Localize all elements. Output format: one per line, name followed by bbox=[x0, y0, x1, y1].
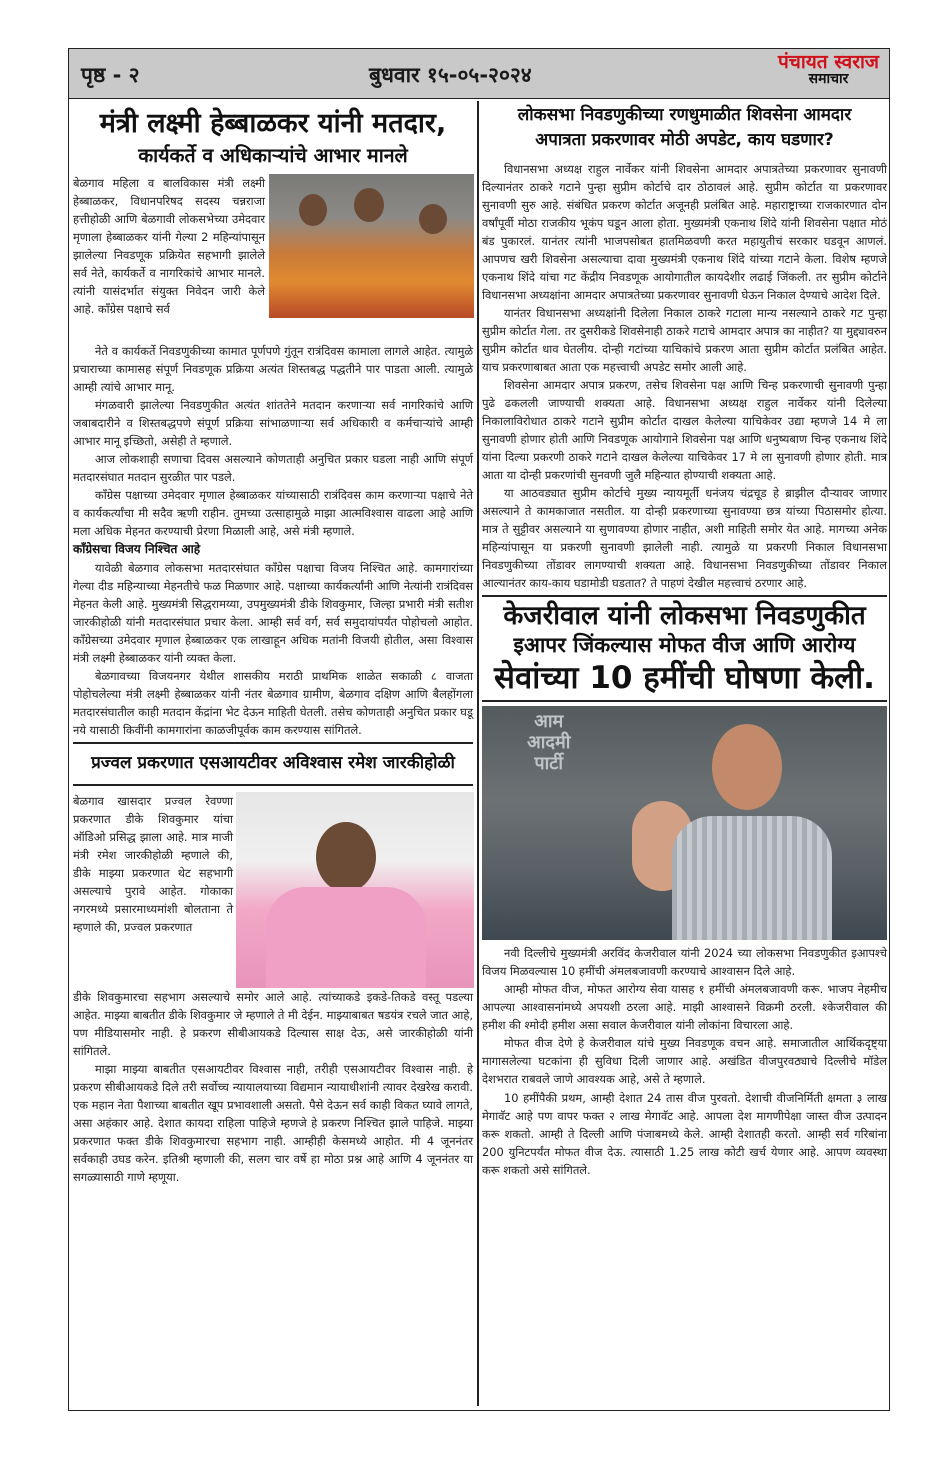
article1-para-4: काँग्रेस पक्षाच्या उमेदवार मृणाल हेब्बाळकर यांच्यासाठी रात्रंदिवस काम करणाऱ्या पक्षाचे नेते व कार्यकर्त्यांचा मी सदैव ऋणी राहीन. तुमच्या उत्साहामुळे माझा आत्मविश्वास वाढला आहे आणि मला अधिक मेहनत करण्याची प्रेरणा मिळाली आहे, असे मंत्री म्हणाले. bbox=[73, 488, 473, 539]
right-column bbox=[482, 101, 887, 1179]
article2-photo bbox=[236, 792, 474, 988]
left-column bbox=[73, 101, 473, 1186]
article3-para-3: शिवसेना आमदार अपात्र प्रकरण, तसेच शिवसेना पक्ष आणि चिन्ह प्रकरणाची सुनावणी पुन्हा पुढे ढकलली जाण्याची शक्यता आहे. विधानसभा अध्यक्ष राहुल नार्वेकर यांनी दिलेल्या निकालाविरोधात ठाकरे गटाने सुप्रीम कोर्टात दाखल केलेल्या याचिकेवर उद्या म्हणजे 14 मे ला सुनावणी होणार होती आणि निवडणूक आयोगाने शिवसेना पक्ष आणि धनुष्यबाण चिन्ह एकनाथ शिंदे यांना दिल्या प्रकरणी ठाकरे गटाने दाखल केलेल्या याचिकेवर 17 मे ला सुनावणी होणार होती. मात्र आता या दोन्ही प्रकरणांची सुनवणी जुलै महिन्यात होण्याची शक्यता आहे. bbox=[482, 377, 887, 482]
page-number: पृष्ठ - २ bbox=[81, 63, 140, 87]
article4-para-4: 10 हमींपैकी प्रथम, आम्ही देशात 24 तास वीज पुरवतो. देशाची वीजनिर्मिती क्षमता ३ लाख मेगावॅट आहे पण वापर फक्त २ लाख मेगावॅट आहे. आपला देश मागणीपेक्षा जास्त वीज उत्पादन करू शकतो. आम्ही ते दिल्ली आणि पंजाबमध्ये केले. आम्ही देशातही करतो. आम्ही सर्व गरिबांना 200 युनिटपर्यंत मोफत वीज देऊ. त्यासाठी 1.25 लाख कोटी खर्च येणार आहे. आपण व्यवस्था करू शकतो असे सांगितले. bbox=[482, 1090, 887, 1177]
banner-text-1: आम bbox=[534, 711, 564, 733]
banner-text-3: पार्टी bbox=[534, 752, 563, 774]
column-divider bbox=[477, 101, 479, 1406]
section-divider bbox=[482, 595, 887, 597]
article1-photo bbox=[269, 174, 474, 318]
article1-para-5: यावेळी बेळगाव लोकसभा मतदारसंघात काँग्रेस पक्षाचा विजय निश्चित आहे. कामगारांच्या गेल्या दीड महिन्याच्या मेहनतीचे फळ मिळणार आहे. पक्षाच्या कार्यकर्त्यांनी आणि नेत्यांनी रात्रंदिवस मेहनत केली आहे. मुख्यमंत्री सिद्धरामय्या, उपमुख्यमंत्री डीके शिवकुमार, जिल्हा प्रभारी मंत्री सतीश जारकीहोळी यांनी मतदारसंघात प्रचार केला. आम्ही सर्व वर्ग, सर्व समुदायांपर्यंत पोहोचलो आहोत. काँग्रेसच्या उमेदवार मृणाल हेब्बाळकर एक लाखाहून अधिक मतांनी विजयी होतील, असा विश्वास मंत्री लक्ष्मी हेब्बाळकर यांनी व्यक्त केला. bbox=[73, 561, 473, 666]
article2-para-2: माझा माझ्या बाबतीत एसआयटीवर विश्वास नाही, तरीही एसआयटीवर विश्वास नाही. हे प्रकरण सीबीआयकडे दिले तरी सर्वोच्च न्यायालयाच्या विद्यमान न्यायाधीशांनी त्यावर देखरेख करावी. एक महान नेता पैशाच्या बाबतीत खूप प्रभावशाली असतो. पैसे देऊन सर्व काही विकत घ्यावे लागते, असा अहंकार आहे. देशात कायदा राहिला पाहिजे म्हणजे हे प्रकरण निश्चित झाले पाहिजे. माझ्या प्रकरणात फक्त डीके शिवकुमारचा सहभाग नाही. आम्हीही केसमध्ये आहोत. मी 4 जूननंतर सर्वकाही उघड करेन. इतिश्री म्हणाली की, सलग चार वर्षे हा मोठा प्रश्न आहे आणि 4 जूननंतर या सगळ्यासाठी गाणे म्हणूया. bbox=[73, 1061, 473, 1184]
article4-para-3: मोफत वीज देणे हे केजरीवाल यांचे मुख्य निवडणूक वचन आहे. समाजातील आर्थिकदृष्ट्या मागासलेल्या घटकांना ही सुविधा दिली जाणार आहे. अखंडित वीजपुरवठ्याचे दिल्लीचे मॉडेल देशभरात राबवले जाणे आवश्यक आहे, असे ते म्हणाले. bbox=[482, 1036, 887, 1087]
masthead-logo bbox=[778, 53, 879, 86]
article4-para-1: नवी दिल्लीचे मुख्यमंत्री अरविंद केजरीवाल यांनी 2024 च्या लोकसभा निवडणुकीत इआपश्चे विजय मिळवल्यास 10 हमींची अंमलबजावणी करण्याचे आश्वासन दिले आहे. bbox=[482, 946, 887, 979]
article2-wrap-text: बेळगाव खासदार प्रज्वल रेवण्णा प्रकरणात डीके शिवकुमार यांचा ऑडिओ प्रसिद्ध झाला आहे. मात्र माजी मंत्री रमेश जारकीहोळी म्हणाले की, डीके माझ्या प्रकरणात थेट सहभागी असल्याचे पुरावे आहेत. गोकाका नगरमध्ये प्रसारमाध्यमांशी बोलताना ते म्हणाले की, प्रज्वल प्रकरणात bbox=[73, 793, 233, 934]
issue-date: बुधवार १५-०५-२०२४ bbox=[369, 63, 532, 87]
article2-headline: प्रज्वल प्रकरणात एसआयटीवर अविश्वास रमेश जारकीहोळी bbox=[91, 753, 455, 774]
article4-headline-line2: इआपर जिंकल्यास मोफत वीज आणि आरोग्य bbox=[513, 633, 856, 658]
article1-body bbox=[73, 342, 473, 739]
article3-para-1: विधानसभा अध्यक्ष राहुल नार्वेकर यांनी शिवसेना आमदार अपात्रतेच्या प्रकरणावर सुनावणी दिल्यानंतर ठाकरे गटाने पुन्हा सुप्रीम कोर्टाचे दार ठोठावलं आहे. सुप्रीम कोर्टात या प्रकरणावर सुनावणी सुरु आहे. संबंधित प्रकरण कोर्टात अजूनही प्रलंबित आहे. महाराष्ट्राच्या राजकारणात दोन वर्षांपूर्वी मोठा राजकीय भूकंप घडून आला होता. मुख्यमंत्री एकनाथ शिंदे यांनी शिवसेना पक्षात मोठं बंड पुकारलं. यानंतर त्यांनी भाजपसोबत हातमिळवणी करत महायुतीचं सरकार घडवून आणलं. आपणच खरी शिवसेना असल्याचा दावा मुख्यमंत्री एकनाथ शिंदे यांच्या गटाने केला. विशेष म्हणजे एकनाथ शिंदे यांचा गट केंद्रीय निवडणूक आयोगातील कायदेशीर लढाई जिंकली. तर सुप्रीम कोर्टाने विधानसभा अध्यक्षांना आमदार अपात्रतेच्या प्रकरणावर सुनावणी घेऊन निकाल देण्याचे आदेश दिले. bbox=[482, 161, 887, 302]
article1-headline-line2: कार्यकर्ते व अधिकाऱ्यांचे आभार मानले bbox=[138, 143, 408, 167]
masthead-subtitle: समाचार bbox=[808, 71, 849, 87]
article2-body bbox=[73, 988, 473, 1186]
article3-headline-line1: लोकसभा निवडणुकीच्या रणधुमाळीत शिवसेना आमदार bbox=[517, 105, 852, 125]
section-divider bbox=[482, 700, 887, 702]
article4-headline-line3: सेवांच्या 10 हमींची घोषणा केली. bbox=[494, 659, 875, 696]
article1-subhead: काँग्रेसचा विजय निश्चित आहे bbox=[73, 542, 201, 557]
newspaper-page bbox=[68, 48, 890, 1411]
masthead-title: पंचायत स्वराज bbox=[778, 51, 879, 73]
article1-para-2: मंगळवारी झालेल्या निवडणुकीत अत्यंत शांततेने मतदान करणाऱ्या सर्व नागरिकांचे आणि जबाबदारीने व शिस्तबद्धपणे संपूर्ण प्रक्रिया सांभाळणाऱ्या सर्व अधिकारी व कर्मचाऱ्यांचे आम्ही आभार मानू इच्छितो, असेही ते म्हणाले. bbox=[73, 398, 473, 449]
article4-headline-line1: केजरीवाल यांनी लोकसभा निवडणुकीत bbox=[503, 600, 866, 631]
article2-lead bbox=[73, 792, 473, 988]
article4-para-2: आम्ही मोफत वीज, मोफत आरोग्य सेवा यासह १ हमींची अंमलबजावणी करू. भाजप नेहमीच आपल्या आश्वासनांमध्ये अपयशी ठरला आहे. माझी आश्वासने विक्रमी ठरली. श्केजरीवाल की हमीश की श्मोदी हमीश असा सवाल केजरीवाल यांनी लोकांना विचारला आहे. bbox=[482, 982, 887, 1033]
article1-headline-line1: मंत्री लक्ष्मी हेब्बाळकर यांनी मतदार, bbox=[99, 108, 447, 139]
article3-body bbox=[482, 160, 887, 592]
section-divider bbox=[73, 742, 473, 744]
article3-para-4: या आठवड्यात सुप्रीम कोर्टाचे मुख्य न्यायमूर्ती धनंजय चंद्रचूड हे ब्राझील दौऱ्यावर जाणार असल्याने ते कामकाजात नसतील. या दोन्ही प्रकरणाच्या सुनावण्या छत्र यांच्या पिठासमोर होत्या. मात्र ते सुट्टीवर असल्याने या सुणावण्या होणार नाहीत, अशी माहिती समोर येत आहे. मागच्या अनेक महिन्यांपासून या प्रकरणी सुनावणी झालेली नाही. त्यामुळे या प्रकरणी निकाल विधानसभा निवडणुकीच्या तोंडावर लागण्याची शक्यता आहे. विधानसभा निवडणुकीच्या तोंडावर निकाल आल्यानंतर काय-काय घडामोडी घडतात? ते पाहणं देखील महत्त्वाचं ठरणार आहे. bbox=[482, 485, 887, 590]
article1-para-3: आज लोकशाही सणाचा दिवस असल्याने कोणताही अनुचित प्रकार घडला नाही आणि संपूर्ण मतदारसंघात मतदान सुरळीत पार पडले. bbox=[73, 452, 473, 485]
article2-para-1: डीके शिवकुमारचा सहभाग असल्याचे समोर आले आहे. त्यांच्याकडे इकडे-तिकडे वस्तू पडल्या आहेत. माझ्या बाबतीत डीके शिवकुमार जे म्हणाले ते मी देईन. माझ्याबाबत षडयंत्र रचले जात आहे, पण मीडियासमोर नाही. हे प्रकरण सीबीआयकडे दिल्यास साक्ष देऊ, असे जारकीहोळी यांनी सांगितले. bbox=[73, 989, 473, 1058]
section-divider bbox=[73, 784, 473, 786]
article4-body bbox=[482, 944, 887, 1178]
article1-lead bbox=[73, 174, 473, 342]
article1-para-1: नेते व कार्यकर्ते निवडणुकीच्या कामात पूर्णपणे गुंतून रात्रंदिवस कामाला लागले आहेत. त्यामुळे प्रचाराच्या कामासह संपूर्ण निवडणूक प्रक्रिया अत्यंत शिस्तबद्ध पद्धतीने पार पाडता आली. त्यामुळे आम्ही त्यांचे आभार मानू. bbox=[73, 344, 473, 395]
banner-text-2: आदमी bbox=[527, 732, 571, 754]
article4-photo bbox=[482, 706, 887, 940]
article1-wrap-text: बेळगाव महिला व बालविकास मंत्री लक्ष्मी हेब्बाळकर, विधानपरिषद सदस्य चन्नराजा हत्तीहोळी आणि बेळगावी लोकसभेच्या उमेदवार मृणाला हेब्बाळकर यांनी गेल्या 2 महिन्यांपासून झालेल्या निवडणूक प्रक्रियेत सहभागी झालेले सर्व नेते, कार्यकर्ते व नागरिकांचे आभार मानले. त्यांनी यासंदर्भात संयुक्त निवेदन जारी केले आहे. काँग्रेस पक्षाचे सर्व bbox=[73, 176, 265, 317]
article1-para-6: बेळगावच्या विजयनगर येथील शासकीय मराठी प्राथमिक शाळेत सकाळी ८ वाजता पोहोचलेल्या मंत्री लक्ष्मी हेब्बाळकर यांनी नंतर बेळगाव ग्रामीण, बेळगाव दक्षिण आणि बैलहोंगला मतदारसंघातील काही मतदान केंद्रांना भेट देऊन माहिती घेतली. तसेच कोणताही अनुचित प्रकार घडू नये यासाठी किवींनी कामगारांना काळजीपूर्वक काम करण्यास सांगितले. bbox=[73, 669, 473, 738]
page-header bbox=[69, 49, 889, 99]
article3-headline-line2: अपात्रता प्रकरणावर मोठी अपडेट, काय घडणार? bbox=[535, 130, 834, 151]
article3-para-2: यानंतर विधानसभा अध्यक्षांनी दिलेला निकाल ठाकरे गटाला मान्य नसल्याने ठाकरे गट पुन्हा सुप्रीम कोर्टात गेला. तर दुसरीकडे शिवसेनाही ठाकरे गटाचे आमदार अपात्र का नाहीत? या मुद्द्यावरुन सुप्रीम कोर्टात धाव घेतलीय. दोन्ही गटांच्या याचिकांचे प्रकरण आता सुप्रीम कोर्टात प्रलंबित आहेत. याच प्रकरणाबाबत आता एक महत्त्वाची अपडेट समोर आली आहे. bbox=[482, 305, 887, 374]
